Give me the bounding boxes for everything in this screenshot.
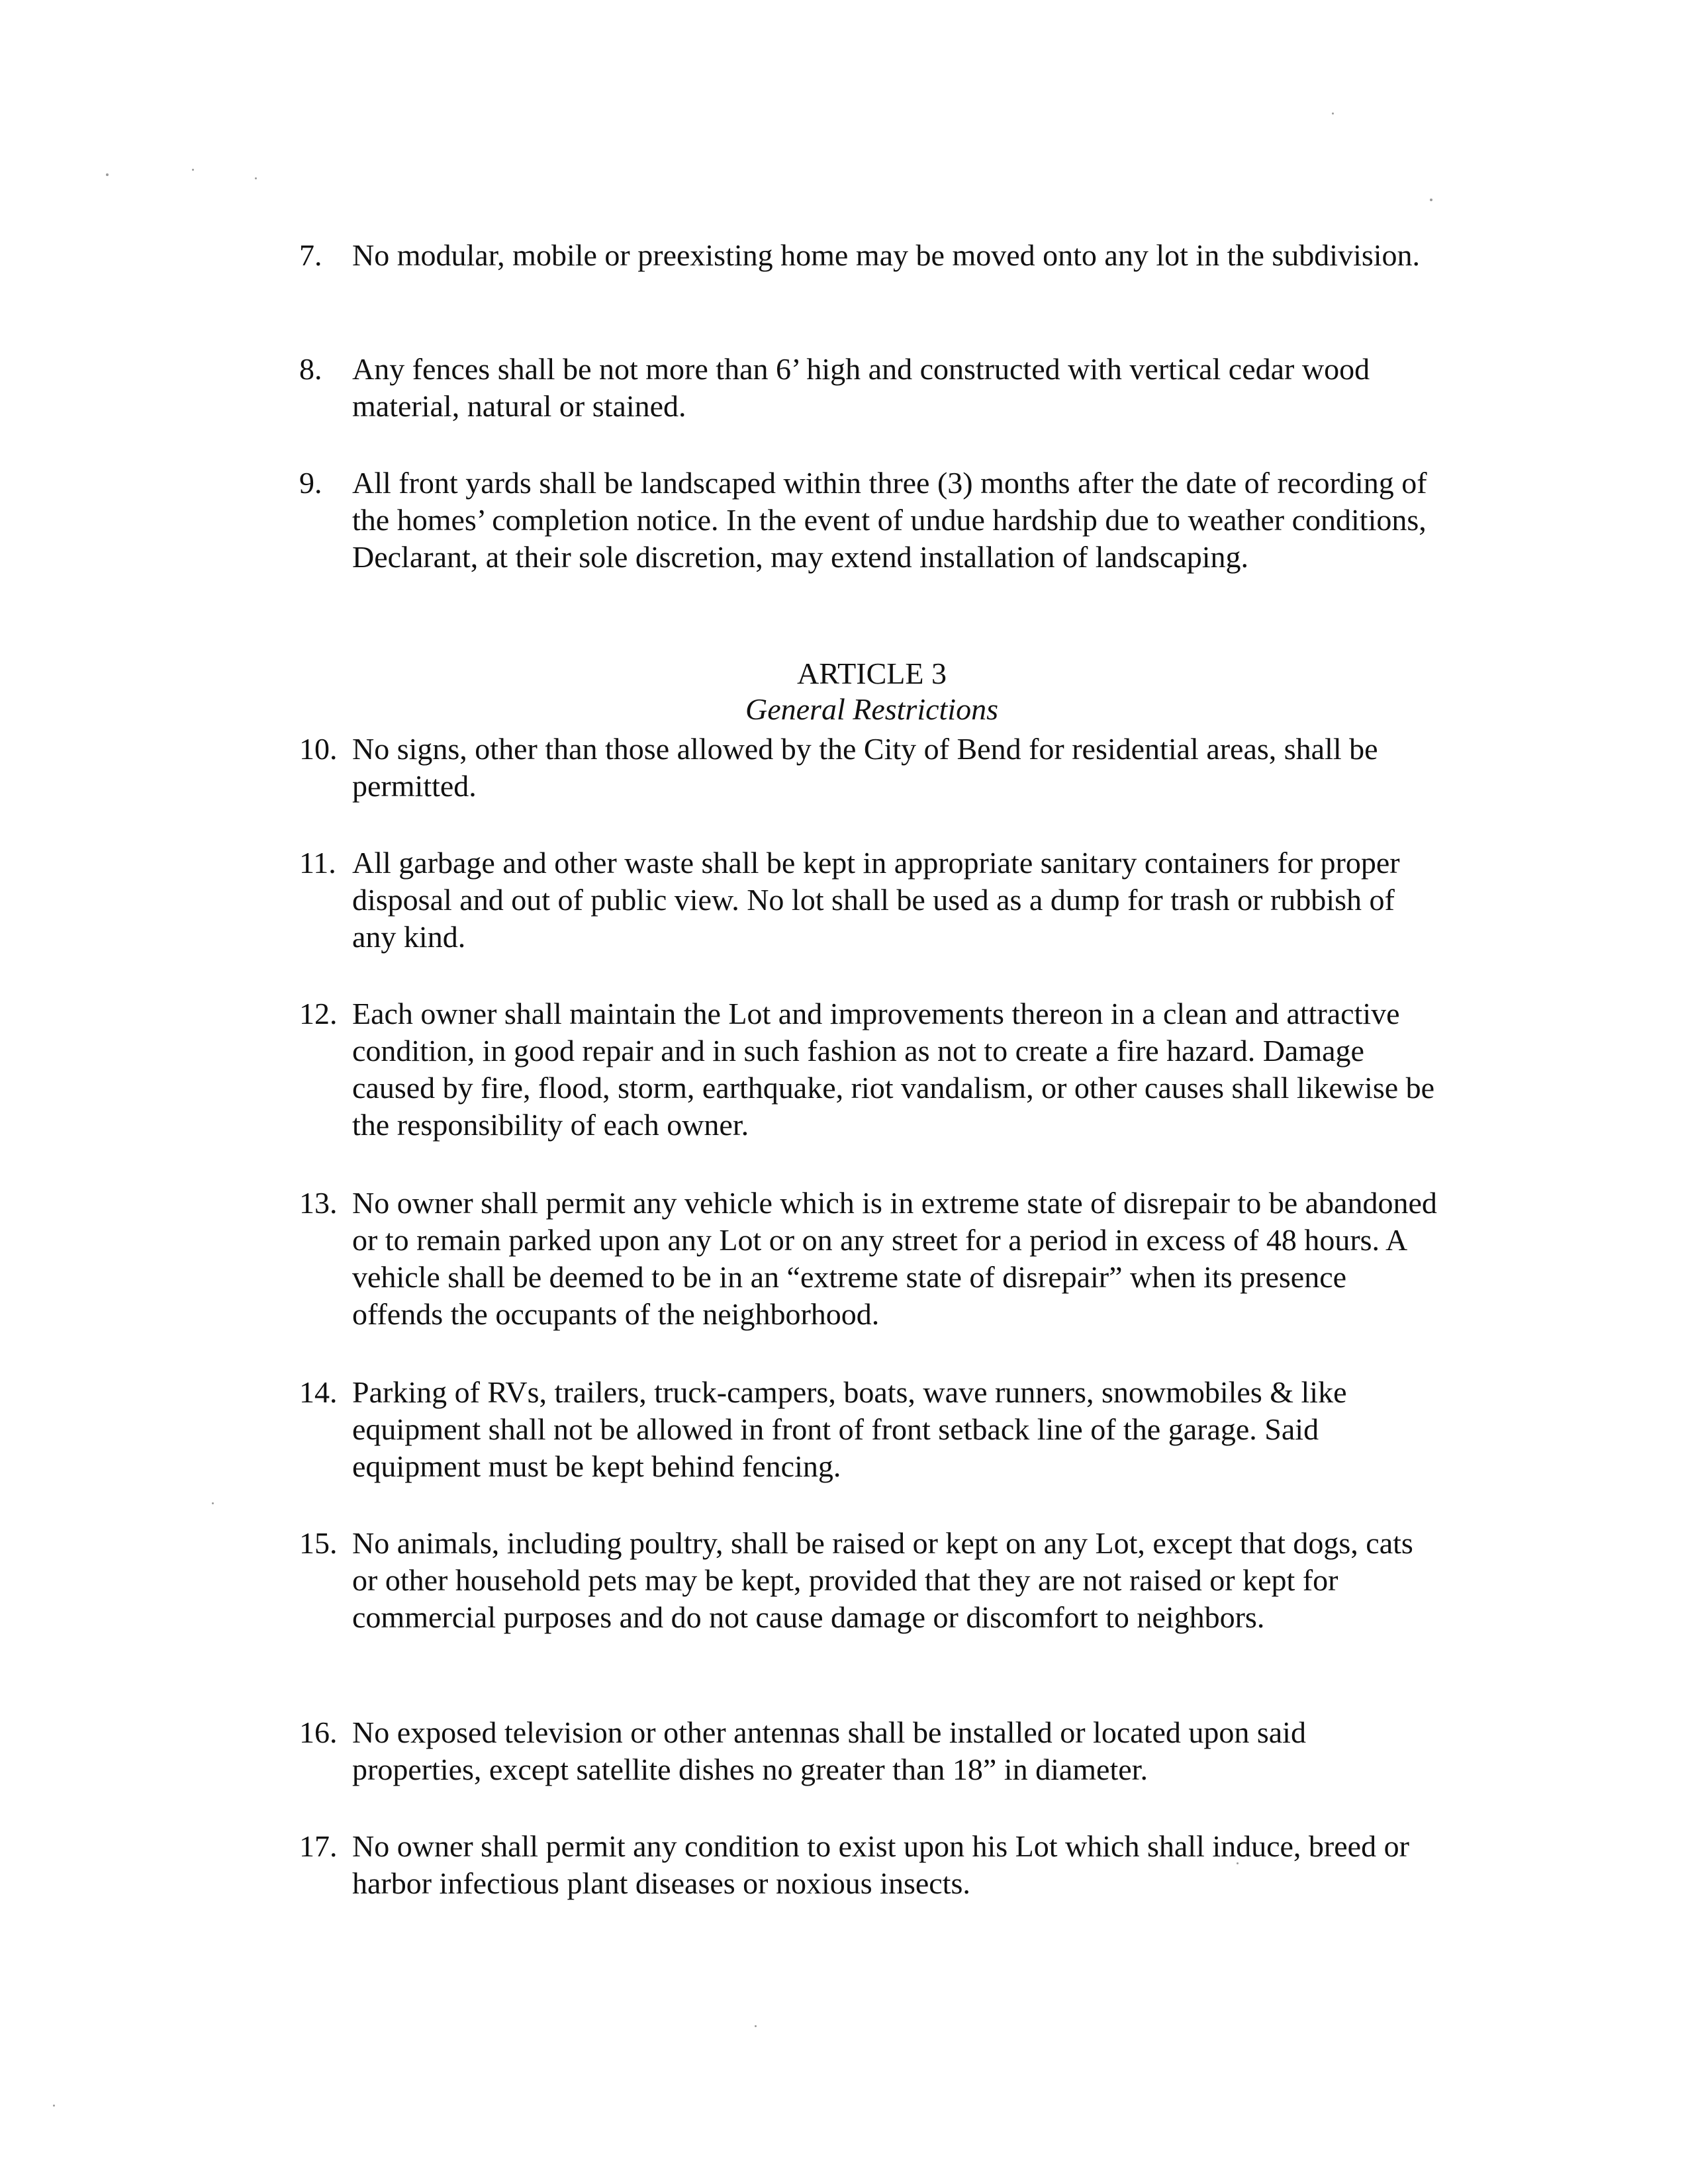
item-number: 7. [299,238,322,272]
list-item-13 [299,1185,1438,1333]
list-item-7 [299,237,1438,274]
item-text: Each owner shall maintain the Lot and improvements thereon in a clean and attractive condition, in good repair and in such fashion as not to create a fire hazard. Damage caused by fire, flood, storm, earthquake, riot vandalism, or other causes shall likewise be the responsibility of each owner. [352,997,1435,1142]
list-item-11 [299,844,1438,956]
item-number: 13. [299,1186,338,1220]
list-item-12 [299,995,1438,1144]
item-number: 15. [299,1526,338,1560]
item-text: No modular, mobile or preexisting home may be moved onto any lot in the subdivision. [352,238,1421,272]
scan-speck [755,2025,757,2027]
list-item-10 [299,731,1438,805]
list-item-9 [299,465,1438,576]
list-item-17 [299,1828,1438,1902]
item-text: Any fences shall be not more than 6’ high and constructed with vertical cedar wood material, natural or stained. [352,352,1370,423]
item-text: No owner shall permit any condition to exist upon his Lot which shall induce, breed or harbor infectious plant diseases or noxious insects. [352,1829,1409,1900]
item-text: No exposed television or other antennas shall be installed or located upon said properties, except satellite dishes no greater than 18” in diameter. [352,1715,1306,1786]
item-number: 9. [299,466,322,500]
scan-speck [1430,199,1432,201]
item-number: 11. [299,846,336,880]
article-subtitle: General Restrictions [745,692,998,726]
list-item-8 [299,351,1438,425]
item-text: No animals, including poultry, shall be raised or kept on any Lot, except that dogs, cats or other household pets may be kept, provided that they are not raised or kept for commercial purposes and do not cause damage or discomfort to neighbors. [352,1526,1413,1634]
article-title: ARTICLE 3 [797,657,947,690]
scan-speck [212,1502,214,1504]
item-number: 12. [299,997,338,1030]
item-number: 16. [299,1715,338,1749]
item-number: 8. [299,352,322,386]
item-text: Parking of RVs, trailers, truck-campers, boats, wave runners, snowmobiles & like equipment shall not be allowed in front of front setback line of the garage. Said equipment must be kept behind fencing. [352,1375,1347,1483]
item-number: 10. [299,732,338,766]
item-text: No signs, other than those allowed by the City of Bend for residential areas, shall be permitted. [352,732,1378,803]
item-text: No owner shall permit any vehicle which is in extreme state of disrepair to be abandoned or to remain parked upon any Lot or on any street for a period in excess of 48 hours. A vehicle shall be deemed to be in an “extreme state of disrepair” when its presence offends the occupants of the neighborhood. [352,1186,1437,1331]
scan-speck [106,173,109,176]
scan-speck [192,169,194,171]
list-item-16 [299,1714,1438,1788]
item-number: 14. [299,1375,338,1409]
list-item-14 [299,1374,1438,1485]
scan-speck [53,2105,55,2107]
scan-speck [255,177,257,179]
scan-speck [1332,113,1334,114]
list-item-15 [299,1525,1438,1636]
item-text: All garbage and other waste shall be kept in appropriate sanitary containers for proper disposal and out of public view. No lot shall be used as a dump for trash or rubbish of any kind. [352,846,1400,954]
item-number: 17. [299,1829,338,1863]
item-text: All front yards shall be landscaped within three (3) months after the date of recording of the homes’ completion notice. In the event of undue hardship due to weather conditions, Declarant, at their sole discretion, may extend installation of landscaping. [352,466,1427,574]
